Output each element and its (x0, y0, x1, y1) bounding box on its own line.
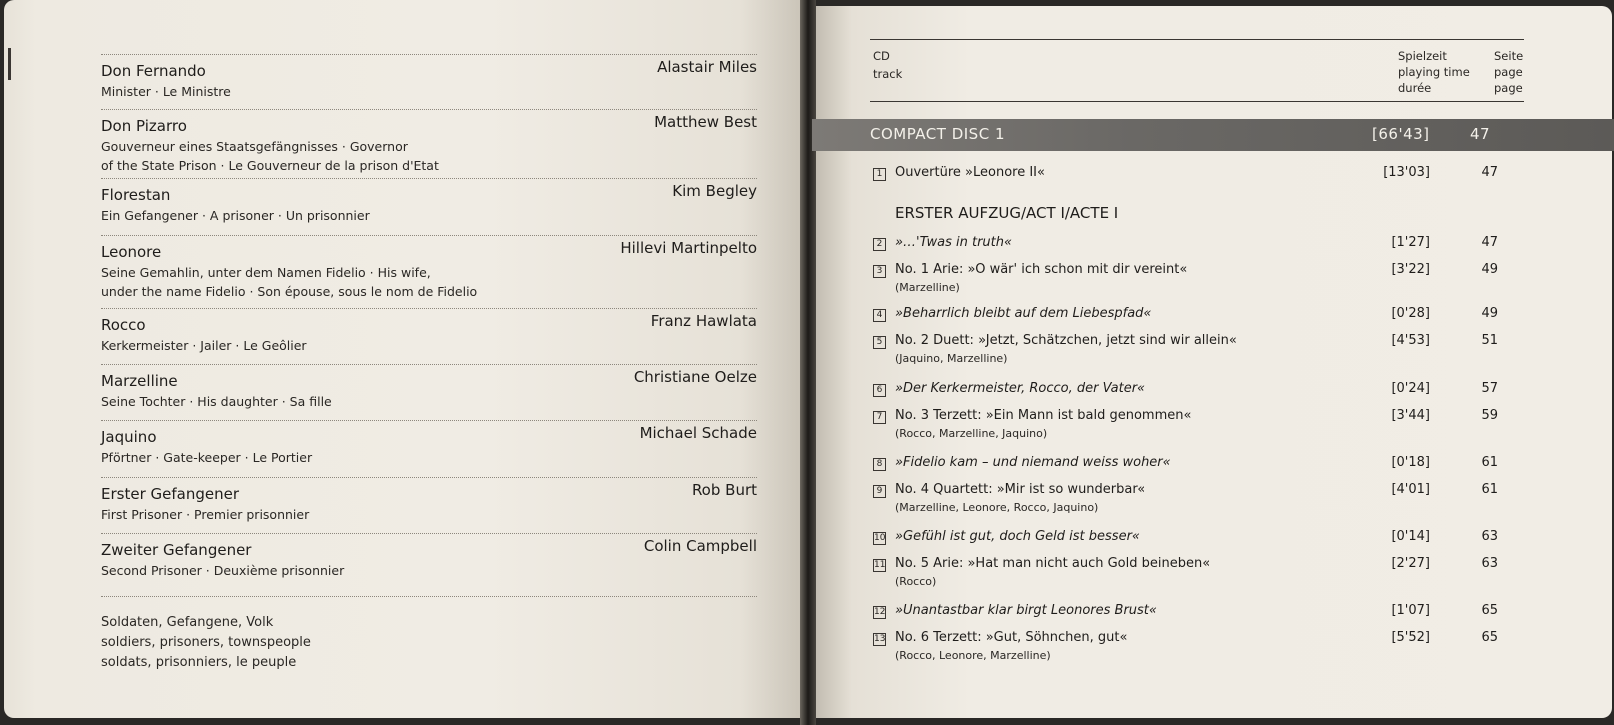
track-number: 3 (873, 265, 886, 278)
track-number: 5 (873, 336, 886, 349)
cast-row (101, 109, 757, 173)
track-performers: (Marzelline) (895, 281, 960, 294)
track-page: 63 (1481, 529, 1498, 544)
header-spielzeit: Spielzeit (1398, 49, 1447, 63)
track-time: [0'24] (1391, 381, 1430, 396)
role-description: Gouverneur eines Staatsgefängnisses · Governor (101, 139, 408, 154)
role-name: Don Pizarro (101, 117, 187, 135)
cast-row (101, 364, 757, 409)
header-duree: durée (1398, 81, 1432, 95)
singer-name: Christiane Oelze (633, 368, 757, 386)
chorus-line: Soldaten, Gefangene, Volk (101, 615, 274, 630)
track-page: 57 (1481, 381, 1498, 396)
track-page: 61 (1481, 455, 1498, 470)
role-name: Leonore (101, 243, 162, 261)
track-performers: (Rocco, Marzelline, Jaquino) (895, 427, 1048, 440)
cast-row (101, 308, 757, 353)
role-description: Seine Gemahlin, unter dem Namen Fidelio · His wife, (101, 265, 431, 280)
track-title: »Der Kerkermeister, Rocco, der Vater« (895, 381, 1146, 396)
track-page: 47 (1481, 165, 1498, 180)
track-number: 10 (874, 533, 886, 543)
role-name: Jaquino (101, 428, 157, 446)
role-description: Kerkermeister · Jailer · Le Geôlier (101, 338, 307, 353)
singer-name: Rob Burt (691, 481, 757, 499)
track-page: 65 (1481, 603, 1498, 618)
disc-banner (812, 119, 1614, 151)
singer-name: Matthew Best (654, 113, 757, 131)
role-description: Ein Gefangener · A prisoner · Un prisonnier (101, 208, 370, 223)
track-page: 61 (1481, 482, 1498, 497)
cast-row (101, 533, 757, 578)
track-time: [0'14] (1391, 529, 1430, 544)
role-name: Florestan (101, 186, 171, 204)
track-title: »Beharrlich bleibt auf dem Liebespfad« (895, 306, 1152, 321)
role-description: Second Prisoner · Deuxième prisonnier (101, 563, 345, 578)
track-page: 63 (1481, 556, 1498, 571)
header-rule-bottom (870, 101, 1524, 102)
track-page: 51 (1481, 333, 1498, 348)
singer-name: Franz Hawlata (650, 312, 757, 330)
role-description: under the name Fidelio · Son épouse, sous le nom de Fidelio (101, 284, 478, 299)
track-page: 65 (1481, 630, 1498, 645)
track-title: »Fidelio kam – und niemand weiss woher« (895, 455, 1171, 470)
role-description: of the State Prison · Le Gouverneur de la prison d'Etat (101, 158, 439, 173)
track-performers: (Marzelline, Leonore, Rocco, Jaquino) (895, 501, 1099, 514)
track-title: No. 6 Terzett: »Gut, Söhnchen, gut« (895, 630, 1128, 645)
track-page: 49 (1481, 262, 1498, 277)
track-page: 59 (1481, 408, 1498, 423)
track-title: No. 5 Arie: »Hat man nicht auch Gold beineben« (895, 556, 1211, 571)
role-name: Don Fernando (101, 62, 206, 80)
book-gutter (800, 0, 816, 725)
track-time: [1'27] (1391, 235, 1430, 250)
track-title: No. 2 Duett: »Jetzt, Schätzchen, jetzt sind wir allein« (895, 333, 1237, 348)
cast-divider (101, 596, 757, 597)
singer-name: Colin Campbell (643, 537, 757, 555)
track-number: 13 (874, 634, 886, 644)
role-name: Zweiter Gefangener (101, 541, 252, 559)
track-title: No. 4 Quartett: »Mir ist so wunderbar« (895, 482, 1146, 497)
track-time: [3'44] (1391, 408, 1430, 423)
track-time: [2'27] (1391, 556, 1430, 571)
track-number: 6 (873, 384, 886, 397)
singer-name: Hillevi Martinpelto (620, 239, 757, 257)
act-heading: ERSTER AUFZUG/ACT I/ACTE I (895, 204, 1119, 222)
header-cd: CD (873, 49, 890, 63)
track-title: Ouvertüre »Leonore II« (895, 165, 1045, 180)
role-description: Seine Tochter · His daughter · Sa fille (101, 394, 332, 409)
track-number: 1 (873, 168, 886, 181)
track-number: 11 (874, 560, 886, 570)
track-number: 9 (873, 485, 886, 498)
disc-time: [66'43] (1372, 125, 1430, 143)
role-description: Pförtner · Gate-keeper · Le Portier (101, 450, 313, 465)
cast-row (101, 235, 757, 299)
track-time: [5'52] (1391, 630, 1430, 645)
header-rule-top (870, 39, 1524, 40)
header-track: track (873, 67, 903, 81)
role-name: Marzelline (101, 372, 178, 390)
header-page: page (1494, 65, 1523, 79)
role-name: Rocco (101, 316, 146, 334)
track-time: [0'28] (1391, 306, 1430, 321)
header-page: page (1494, 81, 1523, 95)
cast-row (101, 477, 757, 522)
track-performers: (Jaquino, Marzelline) (895, 352, 1008, 365)
track-time: [0'18] (1391, 455, 1430, 470)
track-title: »…'Twas in truth« (895, 235, 1013, 250)
track-time: [4'01] (1391, 482, 1430, 497)
track-number: 7 (873, 411, 886, 424)
cast-row (101, 420, 757, 465)
track-number: 12 (874, 607, 886, 617)
singer-name: Michael Schade (639, 424, 757, 442)
track-time: [4'53] (1391, 333, 1430, 348)
role-description: Minister · Le Ministre (101, 84, 231, 99)
track-title: »Gefühl ist gut, doch Geld ist besser« (895, 529, 1140, 544)
page-edge-mark (8, 48, 11, 80)
role-name: Erster Gefangener (101, 485, 239, 503)
header-playing-time: playing time (1398, 65, 1470, 79)
header-seite: Seite (1494, 49, 1524, 63)
track-title: »Unantastbar klar birgt Leonores Brust« (895, 603, 1157, 618)
track-number: 4 (873, 309, 886, 322)
track-time: [13'03] (1383, 165, 1430, 180)
track-performers: (Rocco, Leonore, Marzelline) (895, 649, 1051, 662)
left-page (4, 0, 804, 718)
disc-page: 47 (1470, 125, 1491, 143)
track-number: 2 (873, 238, 886, 251)
track-time: [1'07] (1391, 603, 1430, 618)
singer-name: Kim Begley (672, 182, 757, 200)
cast-row (101, 178, 757, 223)
chorus-line: soldiers, prisoners, townspeople (101, 635, 311, 650)
track-number: 8 (873, 458, 886, 471)
track-page: 49 (1481, 306, 1498, 321)
disc-title: COMPACT DISC 1 (870, 125, 1005, 143)
role-description: First Prisoner · Premier prisonnier (101, 507, 310, 522)
track-performers: (Rocco) (895, 575, 937, 588)
singer-name: Alastair Miles (657, 58, 757, 76)
track-title: No. 1 Arie: »O wär' ich schon mit dir vereint« (895, 262, 1188, 277)
cast-row (101, 54, 757, 99)
track-title: No. 3 Terzett: »Ein Mann ist bald genommen« (895, 408, 1192, 423)
track-page: 47 (1481, 235, 1498, 250)
chorus-line: soldats, prisonniers, le peuple (101, 655, 297, 670)
track-time: [3'22] (1391, 262, 1430, 277)
